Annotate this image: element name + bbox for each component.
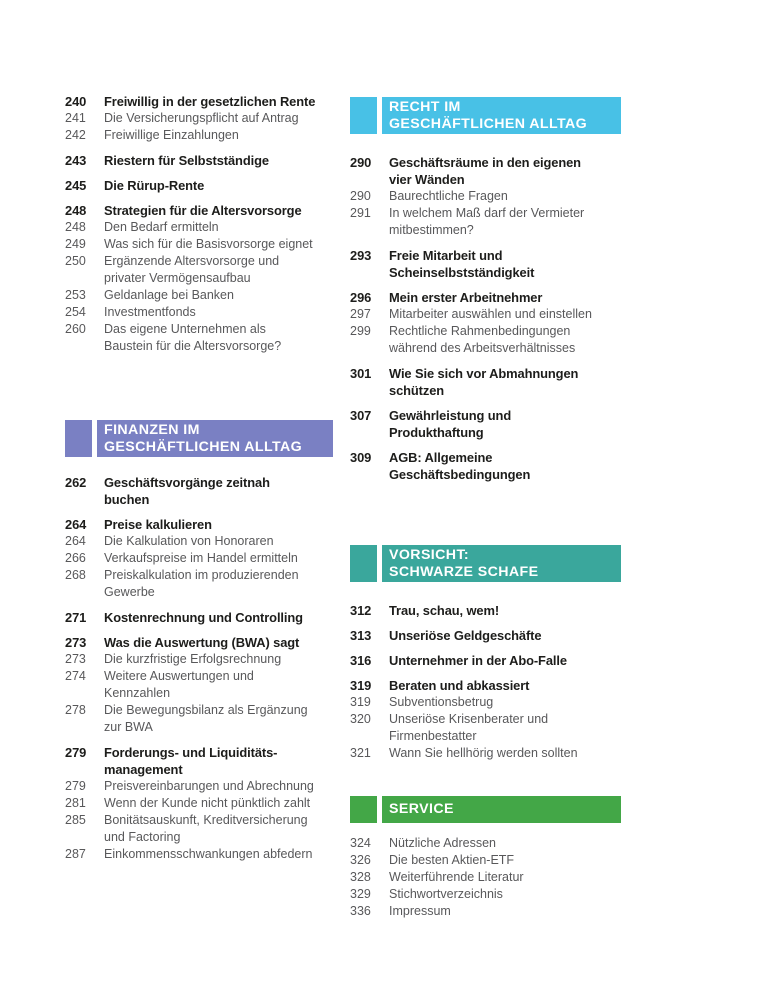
toc-group — [350, 365, 621, 399]
entry-title — [104, 127, 333, 144]
entry-title — [104, 651, 333, 668]
entry-title-line: Wenn der Kunde nicht pünktlich zahlt — [104, 796, 311, 810]
entry-title — [389, 711, 621, 745]
section-title-line: GESCHÄFTLICHEN ALLTAG — [389, 115, 588, 132]
entry-title-line: Das eigene Unternehmen als — [104, 322, 266, 336]
page-number: 320 — [350, 712, 371, 726]
entry-title-line: und Factoring — [104, 830, 181, 844]
toc-group — [350, 835, 621, 920]
toc-section-entry — [350, 869, 621, 886]
entry-title-line: schützen — [389, 383, 445, 398]
section-header-recht — [350, 97, 621, 134]
entry-title — [104, 567, 333, 601]
entry-title-line: Ergänzende Altersvorsorge und — [104, 254, 280, 268]
entry-title — [389, 652, 621, 669]
entry-title-line: zur BWA — [104, 720, 153, 734]
entry-title-line: Kostenrechnung und Controlling — [104, 610, 303, 625]
page-number: 264 — [65, 517, 87, 532]
toc-chapter-entry — [350, 365, 621, 399]
entry-title-line: Unseriöse Krisenberater und — [389, 712, 549, 726]
entry-title — [389, 903, 621, 920]
section-color-square-vorsicht — [350, 545, 377, 582]
entry-title-line: Beraten und abkassiert — [389, 678, 530, 693]
toc-section-entry — [65, 668, 333, 702]
entry-title-line: Preisvereinbarungen und Abrechnung — [104, 779, 314, 793]
entry-title-line: Riestern für Selbstständige — [104, 153, 269, 168]
section-title-line: FINANZEN IM — [104, 422, 200, 438]
section-title-vorsicht — [382, 545, 621, 582]
toc-chapter-entry — [65, 474, 333, 508]
entry-title-line: Die Kalkulation von Honoraren — [104, 534, 274, 548]
toc-chapter-entry — [350, 407, 621, 441]
entry-title-line: Die besten Aktien-ETF — [389, 853, 515, 867]
entry-title — [104, 634, 333, 651]
toc-chapter-entry — [350, 652, 621, 669]
toc-group — [350, 677, 621, 762]
entry-title-line: Freiwillige Einzahlungen — [104, 128, 239, 142]
entry-title — [389, 365, 621, 399]
toc-chapter-entry — [65, 609, 333, 626]
entry-title-line: Unternehmer in der Abo-Falle — [389, 653, 567, 668]
page-number: 313 — [350, 628, 372, 643]
page-number: 266 — [65, 551, 86, 565]
entry-title-line: Produkthaftung — [389, 425, 484, 440]
section-title-line: RECHT IM — [389, 99, 461, 115]
page-number: 241 — [65, 111, 86, 125]
page-number: 290 — [350, 155, 372, 170]
toc-chapter-entry — [350, 247, 621, 281]
entry-title — [104, 236, 333, 253]
toc-chapter-entry — [350, 602, 621, 619]
toc-section-entry — [350, 903, 621, 920]
entry-title-line: während des Arbeitsverhältnisses — [389, 341, 576, 355]
entry-title — [104, 846, 333, 863]
page-number: 296 — [350, 290, 372, 305]
section-title-line: VORSICHT: — [389, 547, 470, 563]
entry-title-line: Baurechtliche Fragen — [389, 189, 508, 203]
page-number: 260 — [65, 322, 86, 336]
entry-title-line: vier Wänden — [389, 172, 465, 187]
page-number: 299 — [350, 324, 371, 338]
page-number: 240 — [65, 94, 87, 109]
toc-chapter-entry — [65, 93, 333, 110]
page-number: 248 — [65, 220, 86, 234]
toc-group — [65, 744, 333, 863]
entry-title — [104, 474, 333, 508]
entry-title-line: Subventionsbetrug — [389, 695, 494, 709]
entry-title — [104, 744, 333, 778]
entry-title-line: buchen — [104, 492, 150, 507]
page-number: 285 — [65, 813, 86, 827]
toc-chapter-entry — [350, 627, 621, 644]
toc-section-entry — [350, 205, 621, 239]
toc-group — [65, 152, 333, 169]
entry-title — [104, 609, 333, 626]
entry-title — [104, 304, 333, 321]
entry-title — [104, 110, 333, 127]
entry-title-line: Forderungs- und Liquiditäts- — [104, 745, 278, 760]
entry-title-line: Was die Auswertung (BWA) sagt — [104, 635, 300, 650]
entry-title — [104, 795, 333, 812]
entry-title-line: Geldanlage bei Banken — [104, 288, 234, 302]
toc-right-column — [350, 97, 621, 920]
entry-title-line: Wie Sie sich vor Abmahnungen — [389, 366, 579, 381]
section-color-square-service — [350, 796, 377, 823]
toc-chapter-entry — [65, 177, 333, 194]
toc-group — [350, 154, 621, 239]
toc-section-entry — [350, 306, 621, 323]
section-color-square-finanzen — [65, 420, 92, 457]
entry-title-line: Gewerbe — [104, 585, 155, 599]
toc-chapter-entry — [65, 202, 333, 219]
entry-title — [389, 154, 621, 188]
page-number: 309 — [350, 450, 372, 465]
entry-title — [389, 247, 621, 281]
entry-title-line: Preiskalkulation im produzierenden — [104, 568, 299, 582]
page-number: 321 — [350, 746, 371, 760]
page-number: 271 — [65, 610, 87, 625]
entry-title-line: Mein erster Arbeitnehmer — [389, 290, 543, 305]
entry-title — [389, 205, 621, 239]
entry-title-line: Trau, schau, wem! — [389, 603, 500, 618]
page-number: 324 — [350, 836, 371, 850]
entry-title-line: Was sich für die Basisvorsorge eignet — [104, 237, 313, 251]
entry-title — [104, 202, 333, 219]
page-number: 301 — [350, 366, 372, 381]
entry-title — [389, 677, 621, 694]
entry-title-line: Geschäftsvorgänge zeitnah — [104, 475, 270, 490]
page-number: 253 — [65, 288, 86, 302]
entry-title-line: Die kurzfristige Erfolgsrechnung — [104, 652, 282, 666]
entry-title-line: Freie Mitarbeit und — [389, 248, 503, 263]
page-number: 249 — [65, 237, 86, 251]
page-number: 312 — [350, 603, 372, 618]
toc-section-entry — [65, 702, 333, 736]
toc-chapter-entry — [65, 634, 333, 651]
toc-section-entry — [350, 711, 621, 745]
page-number: 319 — [350, 695, 371, 709]
page-number: 268 — [65, 568, 86, 582]
entry-title-line: Preise kalkulieren — [104, 517, 212, 532]
page-number: 319 — [350, 678, 372, 693]
page-number: 273 — [65, 635, 87, 650]
page-number: 245 — [65, 178, 87, 193]
page-number: 242 — [65, 128, 86, 142]
toc-section-entry — [350, 323, 621, 357]
entry-title — [104, 668, 333, 702]
entry-title-line: Scheinselbstständigkeit — [389, 265, 535, 280]
page-number: 264 — [65, 534, 86, 548]
toc-section-entry — [65, 778, 333, 795]
entry-title — [389, 886, 621, 903]
entry-title-line: AGB: Allgemeine — [389, 450, 493, 465]
toc-chapter-entry — [350, 289, 621, 306]
toc-chapter-entry — [65, 152, 333, 169]
page-number: 279 — [65, 745, 87, 760]
toc-group — [65, 634, 333, 736]
toc-left-column — [65, 93, 333, 863]
page-number: 329 — [350, 887, 371, 901]
toc-chapter-entry — [350, 677, 621, 694]
entry-title — [389, 627, 621, 644]
toc-section-entry — [350, 835, 621, 852]
entry-title — [389, 694, 621, 711]
entry-title-line: Weitere Auswertungen und — [104, 669, 254, 683]
entry-title-line: Die Bewegungsbilanz als Ergänzung — [104, 703, 308, 717]
toc-section-entry — [65, 321, 333, 355]
entry-title-line: Gewährleistung und — [389, 408, 512, 423]
page-number: 326 — [350, 853, 371, 867]
entry-title-line: Geschäftsräume in den eigenen — [389, 155, 581, 170]
toc-chapter-entry — [350, 449, 621, 483]
page-number: 250 — [65, 254, 86, 268]
toc-section-entry — [350, 852, 621, 869]
entry-title — [104, 778, 333, 795]
section-color-square-recht — [350, 97, 377, 134]
toc-section-entry — [65, 812, 333, 846]
toc-group — [350, 652, 621, 669]
toc-group — [350, 449, 621, 483]
page-number: 307 — [350, 408, 372, 423]
entry-title-line: Baustein für die Altersvorsorge? — [104, 339, 282, 353]
entry-title — [389, 852, 621, 869]
entry-title — [389, 449, 621, 483]
entry-title-line: Strategien für die Altersvorsorge — [104, 203, 302, 218]
section-title-recht — [382, 97, 621, 134]
entry-title-line: Verkaufspreise im Handel ermitteln — [104, 551, 298, 565]
entry-title-line: Bonitätsauskunft, Kreditversicherung — [104, 813, 308, 827]
page-number: 297 — [350, 307, 371, 321]
entry-title — [389, 289, 621, 306]
toc-section-entry — [65, 287, 333, 304]
toc-group — [65, 93, 333, 144]
entry-title-line: Geschäftsbedingungen — [389, 467, 531, 482]
toc-group — [65, 177, 333, 194]
entry-title — [104, 550, 333, 567]
toc-section-entry — [65, 110, 333, 127]
entry-title — [104, 702, 333, 736]
toc-section-entry — [350, 745, 621, 762]
entry-title-line: In welchem Maß darf der Vermieter — [389, 206, 585, 220]
toc-section-entry — [350, 188, 621, 205]
entry-title-line: Stichwortverzeichnis — [389, 887, 503, 901]
page-number: 328 — [350, 870, 371, 884]
page-number: 279 — [65, 779, 86, 793]
toc-section-entry — [65, 533, 333, 550]
entry-title-line: Den Bedarf ermitteln — [104, 220, 219, 234]
section-header-finanzen — [65, 420, 333, 457]
toc-section-entry — [65, 253, 333, 287]
section-title-finanzen — [97, 420, 333, 457]
toc-group — [65, 516, 333, 601]
page-number: 278 — [65, 703, 86, 717]
entry-title-line: management — [104, 762, 183, 777]
entry-title-line: Rechtliche Rahmenbedingungen — [389, 324, 571, 338]
toc-section-entry — [65, 236, 333, 253]
toc-section-entry — [65, 127, 333, 144]
page-number: 274 — [65, 669, 86, 683]
entry-title — [104, 321, 333, 355]
entry-title — [104, 152, 333, 169]
entry-title-line: Firmenbestatter — [389, 729, 477, 743]
entry-title — [389, 407, 621, 441]
toc-section-entry — [65, 795, 333, 812]
toc-section-entry — [65, 550, 333, 567]
entry-title — [104, 253, 333, 287]
entry-title — [389, 188, 621, 205]
entry-title — [389, 835, 621, 852]
page-number: 336 — [350, 904, 371, 918]
toc-section-entry — [65, 651, 333, 668]
toc-chapter-entry — [65, 516, 333, 533]
page-number: 248 — [65, 203, 87, 218]
page-number: 254 — [65, 305, 86, 319]
page-number: 262 — [65, 475, 87, 490]
page-number: 243 — [65, 153, 87, 168]
entry-title — [389, 306, 621, 323]
toc-group — [350, 627, 621, 644]
toc-group — [350, 247, 621, 281]
toc-section-entry — [350, 886, 621, 903]
section-title-line: SERVICE — [389, 801, 454, 818]
entry-title — [104, 93, 333, 110]
entry-title — [389, 745, 621, 762]
entry-title-line: privater Vermögensaufbau — [104, 271, 251, 285]
page-number: 287 — [65, 847, 86, 861]
toc-chapter-entry — [350, 154, 621, 188]
entry-title-line: Nützliche Adressen — [389, 836, 497, 850]
toc-chapter-entry — [65, 744, 333, 778]
entry-title-line: Freiwillig in der gesetzlichen Rente — [104, 94, 316, 109]
toc-section-entry — [65, 304, 333, 321]
entry-title — [104, 177, 333, 194]
entry-title-line: Kennzahlen — [104, 686, 171, 700]
page-number: 290 — [350, 189, 371, 203]
entry-title-line: Die Versicherungspflicht auf Antrag — [104, 111, 299, 125]
page-number: 273 — [65, 652, 86, 666]
entry-title — [389, 323, 621, 357]
entry-title — [104, 516, 333, 533]
section-header-vorsicht — [350, 545, 621, 582]
page-number: 316 — [350, 653, 372, 668]
toc-group — [350, 289, 621, 357]
entry-title-line: Einkommensschwankungen abfedern — [104, 847, 313, 861]
page-number: 293 — [350, 248, 372, 263]
toc-section-entry — [65, 846, 333, 863]
section-title-line: GESCHÄFTLICHEN ALLTAG — [104, 438, 303, 455]
entry-title-line: Die Rürup-Rente — [104, 178, 205, 193]
entry-title — [389, 869, 621, 886]
page-number: 291 — [350, 206, 371, 220]
toc-section-entry — [350, 694, 621, 711]
entry-title-line: Unseriöse Geldgeschäfte — [389, 628, 542, 643]
section-title-line: SCHWARZE SCHAFE — [389, 563, 539, 580]
page-number: 281 — [65, 796, 86, 810]
entry-title-line: Wann Sie hellhörig werden sollten — [389, 746, 578, 760]
toc-group — [65, 202, 333, 355]
entry-title-line: Weiterführende Literatur — [389, 870, 524, 884]
entry-title-line: Mitarbeiter auswählen und einstellen — [389, 307, 592, 321]
toc-section-entry — [65, 567, 333, 601]
entry-title — [104, 287, 333, 304]
entry-title-line: Impressum — [389, 904, 451, 918]
toc-section-entry — [65, 219, 333, 236]
toc-group — [350, 407, 621, 441]
entry-title — [104, 219, 333, 236]
entry-title — [104, 533, 333, 550]
toc-group — [65, 474, 333, 508]
section-header-service — [350, 796, 621, 823]
entry-title-line: Investmentfonds — [104, 305, 196, 319]
section-title-service — [382, 796, 621, 823]
entry-title — [104, 812, 333, 846]
toc-group — [65, 609, 333, 626]
entry-title-line: mitbestimmen? — [389, 223, 474, 237]
entry-title — [389, 602, 621, 619]
toc-group — [350, 602, 621, 619]
